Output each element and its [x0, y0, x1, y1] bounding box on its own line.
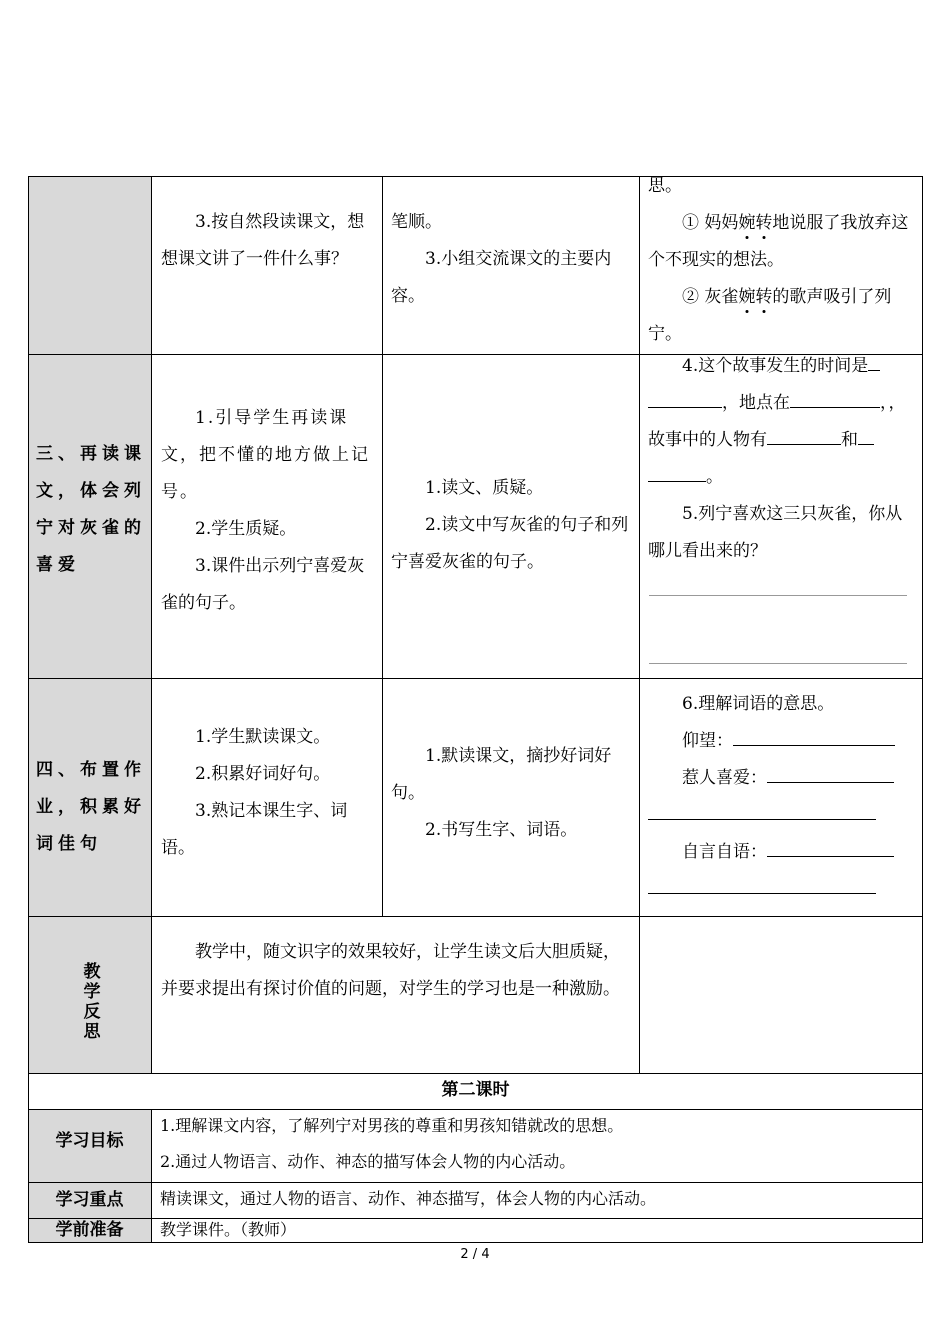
- goal-item: 1.理解课文内容，了解列宁对男孩的尊重和男孩知错就改的思想。: [160, 1116, 624, 1135]
- focus-label: 学习重点: [55, 1190, 124, 1210]
- text-paragraph: 2.积累好词好句。: [195, 764, 331, 784]
- text-paragraph: 2.书写生字、词语。: [425, 820, 578, 840]
- goal-item: 2.通过人物语言、动作、神态的描写体会人物的内心活动。: [160, 1152, 576, 1171]
- text-paragraph: 2.学生质疑。: [195, 519, 297, 539]
- row1-exercise: [648, 168, 912, 353]
- text-paragraph: 3.课件出示列宁喜爱灰雀的句子。: [161, 556, 365, 613]
- row-divider: [28, 1073, 923, 1074]
- reflection-text: 教学中，随文识字的效果较好，让学生读文后大胆质疑，并要求提出有探讨价值的问题，对学生的学习也是一种激励。: [161, 942, 620, 999]
- learning-goals: [160, 1108, 918, 1180]
- vocab-continuation: [648, 797, 916, 834]
- row2-teacher-activity: [161, 400, 375, 622]
- col-divider: [382, 176, 383, 916]
- vocab-item: 自言自语：: [648, 834, 916, 871]
- answer-blank[interactable]: [868, 352, 880, 371]
- text-paragraph: 1.读文、质疑。: [425, 478, 544, 498]
- row3-exercise: [648, 686, 916, 908]
- goal-label: 学习目标: [55, 1131, 124, 1151]
- row1-header-bg: [28, 176, 151, 354]
- page-number: 2 / 4: [460, 1247, 490, 1262]
- answer-line[interactable]: [649, 595, 907, 596]
- exercise-question: 6.理解词语的意思。: [682, 694, 835, 714]
- vocab-item: 惹人喜爱：: [648, 760, 916, 797]
- row1-teacher-activity: [161, 204, 375, 278]
- answer-blank[interactable]: [767, 838, 894, 857]
- answer-blank[interactable]: [733, 727, 895, 746]
- row2-student-activity: [391, 470, 631, 581]
- text-paragraph: 3.按自然段读课文，想想课文讲了一件什么事？: [161, 212, 365, 269]
- text-paragraph: 1.引导学生再读课文，把不懂的地方做上记号。: [161, 408, 370, 502]
- row3-student-activity: [391, 738, 631, 849]
- row1-student-activity: [391, 204, 631, 315]
- row2-step-title: 三、再读课文，体会列宁对灰雀的喜爱: [36, 444, 146, 575]
- answer-blank[interactable]: [648, 801, 876, 820]
- exercise-item: ② 灰雀婉转的歌声吸引了列宁。: [648, 287, 892, 344]
- text-paragraph: 笔顺。: [391, 212, 442, 232]
- col-divider: [151, 176, 152, 1073]
- answer-blank[interactable]: [767, 426, 841, 445]
- row3-step-title: 四、布置作业，积累好词佳句: [36, 760, 146, 854]
- exercise-question: 4.这个故事发生的时间是，地点在 ，，故事中的人物有 和。: [648, 348, 916, 496]
- col-divider: [639, 176, 640, 1073]
- text-paragraph: 3.小组交流课文的主要内容。: [391, 249, 612, 306]
- answer-blank[interactable]: [648, 875, 876, 894]
- row2-exercise: [648, 348, 916, 570]
- answer-blank[interactable]: [858, 426, 874, 445]
- text-paragraph: 3.熟记本课生字、词语。: [161, 801, 348, 858]
- exercise-question: 5.列宁喜欢这三只灰雀，你从哪儿看出来的？: [648, 504, 903, 561]
- lesson2-title: 第二课时: [441, 1080, 510, 1100]
- row-divider: [28, 678, 923, 679]
- exercise-item: ① 妈妈婉转地说服了我放弃这个不现实的想法。: [648, 213, 909, 270]
- prep-label: 学前准备: [55, 1220, 124, 1240]
- table-bottom-border: [28, 1242, 923, 1243]
- answer-line[interactable]: [649, 663, 907, 664]
- text-paragraph: 2.读文中写灰雀的句子和列宁喜爱灰雀的句子。: [391, 515, 629, 572]
- preparation: 教学课件。（教师）: [160, 1220, 297, 1239]
- vocab-continuation: [648, 871, 916, 908]
- row-divider: [28, 916, 923, 917]
- vocab-item: 仰望：: [648, 723, 916, 760]
- text-paragraph: 1.学生默读课文。: [195, 727, 331, 747]
- text-paragraph: 1.默读课文，摘抄好词好句。: [391, 746, 612, 803]
- answer-blank[interactable]: [648, 463, 706, 482]
- row3-teacher-activity: [161, 719, 375, 867]
- reflection-label: 教学反思: [83, 962, 101, 1042]
- answer-blank[interactable]: [648, 389, 722, 408]
- answer-blank[interactable]: [767, 764, 894, 783]
- text-paragraph: 思。: [648, 176, 682, 196]
- learning-focus: 精读课文，通过人物的语言、动作、神态描写，体会人物的内心活动。: [160, 1189, 657, 1208]
- col-divider: [151, 1109, 152, 1243]
- answer-blank[interactable]: [790, 389, 880, 408]
